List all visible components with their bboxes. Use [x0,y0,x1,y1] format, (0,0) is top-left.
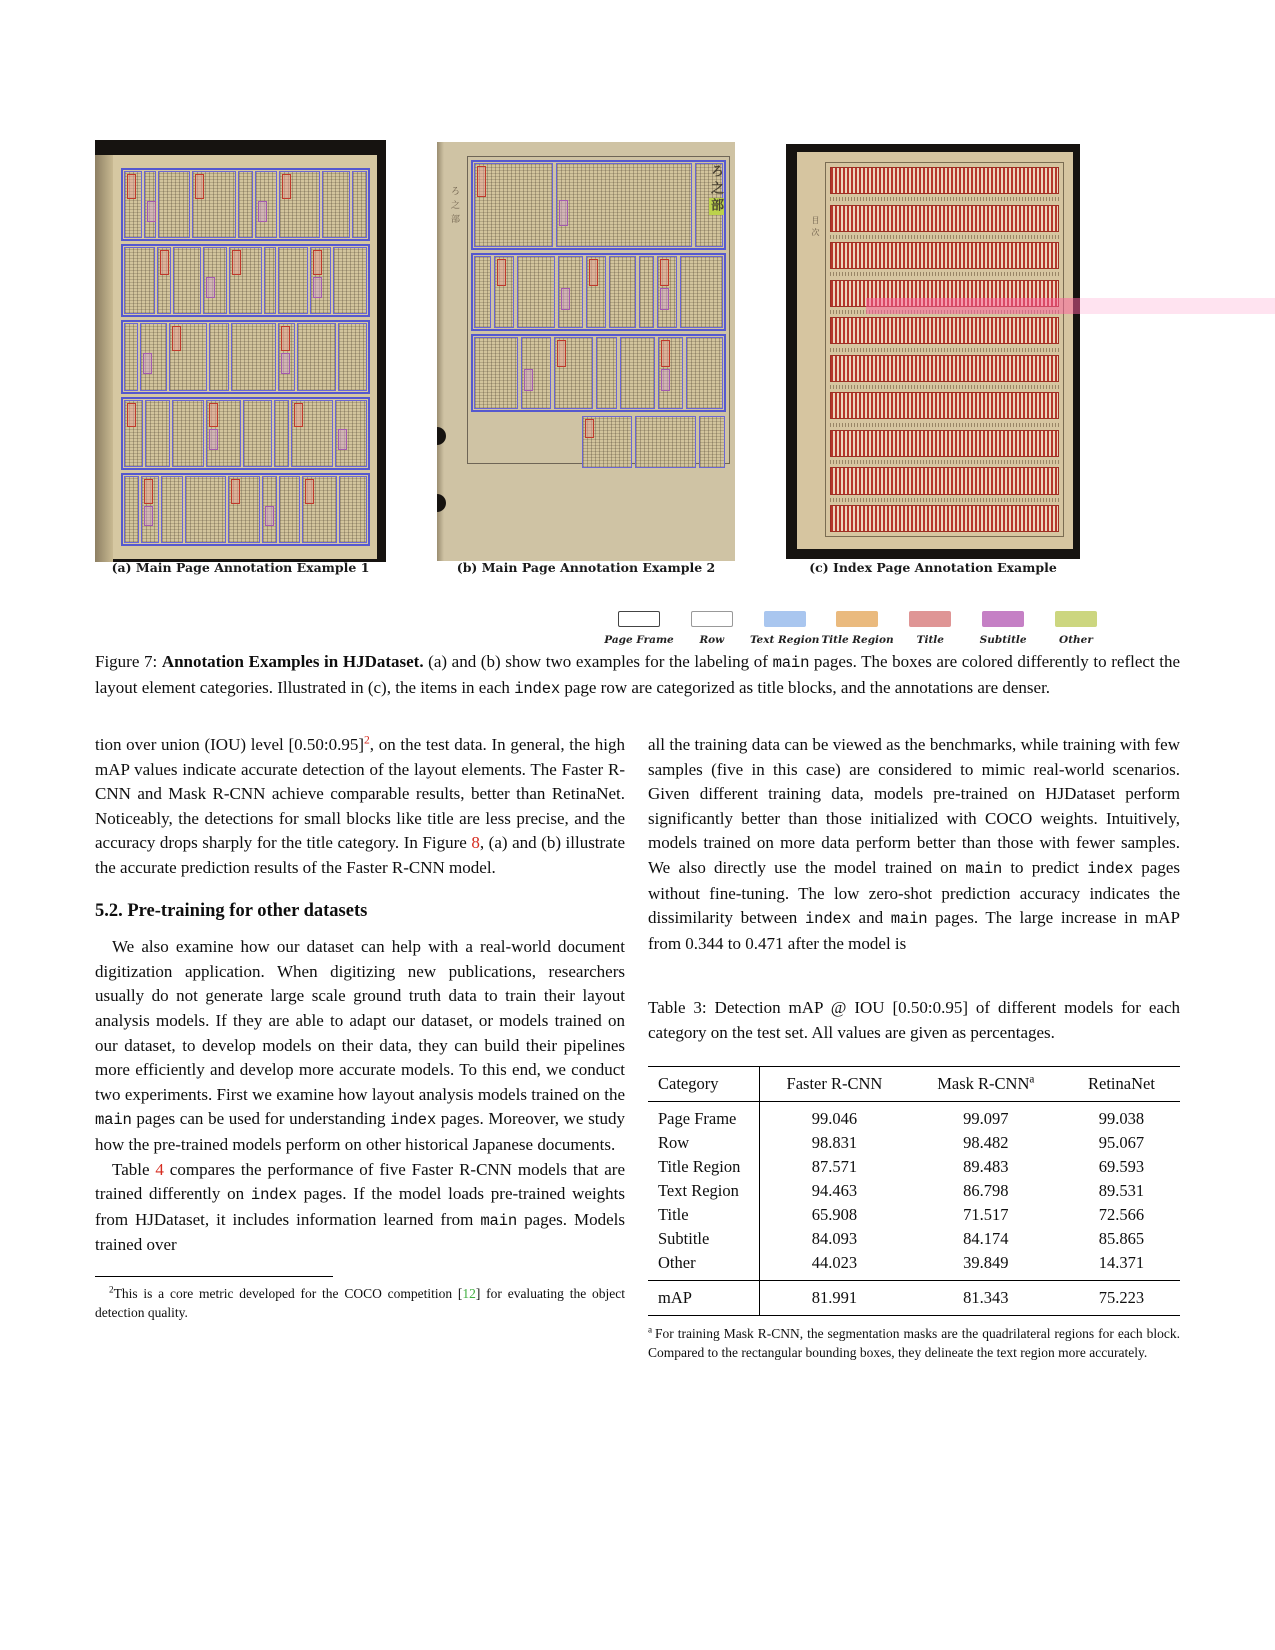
annotation-text-block [255,171,277,238]
legend-label: Row [699,634,725,646]
title-annotation-box [144,479,153,504]
section-heading-5-2: 5.2. Pre-training for other datasets [95,900,368,921]
table-map-row [648,1280,1180,1315]
text-segment: index [390,1111,437,1130]
legend-item [604,611,674,646]
footnote-text [95,1284,625,1322]
annotation-text-block [279,476,301,543]
index-gutter-text [830,495,1059,505]
row-annotation-box [121,473,370,546]
subcaption-a: (a) Main Page Annotation Example 1 [111,560,370,575]
annotation-text-block [141,476,159,543]
legend-swatch [691,611,733,627]
subcaption-b: (b) Main Page Annotation Example 2 [456,560,716,575]
index-gutter-text [830,194,1059,204]
subtitle-annotation-box [559,200,568,226]
row-annotation-box [471,160,726,250]
table-cell: Text Region [658,1180,739,1200]
text-segment: pages can be used for understanding [131,1109,391,1129]
table-cell: 72.566 [1098,1204,1145,1224]
annotation-text-block [609,256,637,328]
book-spine [95,155,113,562]
table-col-header: Faster R-CNN [760,1066,909,1101]
table-row [648,1131,1180,1155]
index-gutter-text [830,307,1059,317]
table-cell: 71.517 [963,1204,1009,1224]
title-annotation-box [231,479,240,504]
annotation-area [121,168,370,546]
legend-swatch [982,611,1024,627]
title-annotation-box [172,326,181,351]
text-segment: main [480,1211,518,1230]
text-segment: index [250,1186,297,1205]
table-col-header: Category [648,1066,760,1101]
text-segment: page row are categorized as title blocks, and the annotations are denser. [560,677,1051,697]
table-cell: 14.371 [1098,1252,1145,1272]
title-annotation-box [661,340,670,367]
table-col-header: RetinaNet [1063,1066,1180,1101]
index-title-band [830,167,1059,194]
table-col-header-label: Mask R-CNN [937,1073,1030,1093]
table-cell: Other [658,1252,696,1272]
index-gutter-text [830,382,1059,392]
text-segment: index [1087,859,1134,878]
annotation-text-block [124,400,143,467]
table-header-row [648,1066,1180,1101]
text-segment: Figure 7: [95,652,162,671]
table-cell: 94.463 [760,1179,909,1203]
text-segment: index [514,679,561,698]
table-row [648,1101,1180,1131]
body-paragraph [95,1158,625,1258]
table-cell: 87.571 [760,1155,909,1179]
annotation-text-block [635,416,695,468]
legend-label: Other [1059,634,1093,646]
annotation-text-block [582,416,633,468]
table-cell: Page Frame [658,1108,737,1128]
legend-swatch [909,611,951,627]
text-segment: pages. Models trained over [95,1209,625,1255]
annotation-text-block [338,323,367,390]
legend-label: Page Frame [604,634,674,646]
index-title-band [830,280,1059,307]
footnote-ref-link[interactable]: 2 [364,733,370,747]
text-segment: For training Mask R-CNN, the segmentation masks are the quadrilateral regions for each block. Compared to the rectangular bounding boxes, they delineate the text region more accurately. [648,1325,1180,1360]
legend-item [1041,611,1111,646]
page-frame-annotation [825,162,1064,537]
table-cell: 98.482 [963,1132,1009,1152]
table-cell: 75.223 [1063,1280,1180,1315]
annotation-text-block [264,247,276,314]
index-title-band [830,430,1059,457]
row-annotation-box [121,168,370,241]
text-segment: This is a core metric developed for the COCO competition [ [113,1285,463,1301]
annotation-text-block [680,256,723,328]
text-segment: to predict [1002,857,1088,877]
figure-ref-link[interactable]: 8 [471,833,480,853]
text-segment: main [95,1111,132,1130]
annotation-text-block [144,171,156,238]
annotation-text-block [352,171,367,238]
annotation-text-block [124,171,142,238]
text-segment: main [890,910,928,929]
figure-7a-main-page-annotation-image [95,140,386,562]
annotation-text-block [554,337,593,409]
table-cell: mAP [648,1280,760,1315]
margin-vertical-text: 目次 [811,216,820,240]
annotation-text-block [657,256,677,328]
subtitle-annotation-box [144,506,153,527]
table-cell: 81.991 [760,1280,909,1315]
annotation-text-block [172,400,204,467]
annotation-text-block [124,476,139,543]
table-cell: 99.097 [963,1108,1009,1128]
text-segment: a [648,1324,655,1335]
title-annotation-box [294,403,303,428]
index-title-band [830,355,1059,382]
index-title-band [830,467,1059,494]
legend-swatch [836,611,878,627]
table-cell: 89.483 [963,1156,1009,1176]
table-cell: 65.908 [760,1203,909,1227]
table-row [648,1251,1180,1281]
table-row [648,1227,1180,1251]
corner-vertical-text [707,164,726,215]
subtitle-annotation-box [660,288,669,310]
body-paragraph [95,733,625,881]
text-segment: (a) and (b) show two examples for the labeling of [423,652,773,671]
subtitle-annotation-box [281,353,290,374]
empty-space [472,416,579,468]
annotation-text-block [278,247,309,314]
scan-edge [377,140,386,562]
annotation-text-block [145,400,170,467]
annotation-text-block [278,323,295,390]
annotation-text-block [335,400,367,467]
title-annotation-box [585,419,594,438]
row-annotation-box [471,253,726,331]
title-annotation-box [660,259,669,286]
annotation-text-block [302,476,337,543]
title-annotation-box [232,250,241,275]
table-cell: 89.531 [1098,1180,1145,1200]
legend-label: Text Region [749,634,820,646]
index-gutter-text [830,344,1059,354]
legend-swatch [618,611,660,627]
citation-link[interactable]: 12 [462,1285,476,1301]
legend-swatch [764,611,806,627]
annotation-text-block [474,163,553,247]
table-cell: Row [658,1132,690,1152]
text-segment: compares the performance of five Faster R-CNN models that are trained differently on [95,1159,625,1204]
legend-item [968,611,1038,646]
table-3-caption [648,996,1180,1045]
legend-item [677,611,747,646]
text-segment: 2 [109,1284,114,1295]
table-3 [648,1066,1180,1316]
legend-label: Title Region [821,634,894,646]
row-annotation-box [471,334,726,412]
annotation-text-block [556,163,692,247]
subtitle-annotation-box [661,369,670,391]
table-cell: 98.831 [760,1131,909,1155]
annotation-text-block [586,256,606,328]
annotation-text-block [229,247,263,314]
annotation-text-block [238,171,253,238]
annotation-text-block [262,476,277,543]
row-annotation-box [471,415,726,469]
subtitle-annotation-box [147,201,156,222]
annotation-text-block [494,256,514,328]
annotation-text-block [658,337,683,409]
table-row [648,1155,1180,1179]
legend-label: Title [916,634,944,646]
title-annotation-box [305,479,314,504]
figure-legend [604,611,1111,646]
annotation-text-block [297,323,336,390]
figure-7b-main-page-annotation-image [437,142,735,561]
annotation-text-block [203,247,227,314]
text-segment: Annotation Examples in HJDataset. [161,652,424,671]
text-segment: Table [112,1159,156,1179]
table-cell: 99.038 [1098,1108,1145,1128]
annotation-text-block [558,256,583,328]
title-annotation-box [195,174,204,199]
title-annotation-box [127,174,136,199]
annotation-text-block [686,337,723,409]
annotation-text-block [124,323,138,390]
title-annotation-box [281,326,290,351]
annotation-text-block [161,476,183,543]
subtitle-annotation-box [206,277,215,298]
index-title-band [830,392,1059,419]
legend-item [895,611,965,646]
annotation-text-block [169,323,208,390]
annotation-text-block [140,323,166,390]
legend-swatch [1055,611,1097,627]
annotation-text-block [173,247,200,314]
annotation-text-block [474,337,518,409]
subtitle-annotation-box [258,201,267,222]
page-frame-annotation [467,156,730,464]
text-segment: tion over union (IOU) level [0.50:0.95] [95,735,364,754]
annotation-text-block [639,256,654,328]
table-cell: 85.865 [1098,1228,1145,1248]
table-cell: 81.343 [909,1280,1063,1315]
table-cell: 44.023 [760,1251,909,1281]
annotation-text-block [596,337,617,409]
annotation-text-block [474,256,491,328]
index-title-band [830,205,1059,232]
text-segment: , on the test data. In general, the high mAP values indicate accurate detection of the layout elements. The Faster R-CNN and Mask R-CNN achieve comparable results, better than RetinaNet. Noticeably, the detections for small blocks like title are less precise, and the accuracy drops sharply for the title category. In Figure [95,735,625,853]
title-annotation-box [209,403,218,428]
legend-item [750,611,820,646]
annotation-text-block [157,247,172,314]
subtitle-annotation-box [265,506,274,527]
index-title-band [830,505,1059,532]
annotation-text-block [620,337,655,409]
table-cell: 84.174 [963,1228,1009,1248]
index-gutter-text [830,269,1059,279]
table-cell: 99.046 [760,1101,909,1131]
left-column [95,733,625,1322]
index-gutter-text [830,457,1059,467]
text-segment: We also examine how our dataset can help with a real-world document digitization application. When digitizing new publications, researchers usually do not generate large scale ground truth data to train their layout analysis models. If they are able to adapt our dataset, or models trained on our dataset, to develop models on their data, they can build their pipelines more efficiently and develop more accurate models. To this end, we conduct two experiments. First we examine how layout analysis models trained on the [95,937,625,1104]
table-header-footnote-marker: a [1029,1073,1035,1086]
table-cell: Title [658,1204,689,1224]
annotation-text-block [192,171,236,238]
annotation-text-block [209,323,229,390]
right-column [648,733,1180,1362]
subtitle-annotation-box [338,429,347,450]
text-segment: pages. If the model loads pre-trained weights from HJDataset, it includes information learned from [95,1184,626,1229]
annotation-text-block [274,400,289,467]
annotation-text-block [521,337,551,409]
figure-7c-index-page-annotation-image [786,144,1080,559]
table-cell: Subtitle [658,1228,710,1248]
annotation-text-block [517,256,555,328]
title-annotation-box [557,340,566,367]
legend-label: Subtitle [979,634,1027,646]
subtitle-annotation-box [561,288,570,310]
table-cell: 86.798 [963,1180,1009,1200]
annotation-text-block [291,400,333,467]
index-title-band [830,317,1059,344]
corner-char: 部 [709,198,724,215]
annotation-text-block [333,247,367,314]
text-segment: Table 3: Detection mAP @ IOU [0.50:0.95] of different models for each category on the test set. All values are given as percentages. [648,998,1180,1042]
title-annotation-box [477,166,486,197]
annotation-text-block [158,171,189,238]
subtitle-annotation-box [524,369,533,391]
text-segment: pages without fine-tuning. The low zero-shot prediction accuracy indicates the dissimilarity between [648,857,1181,928]
table-col-header [909,1066,1063,1101]
title-annotation-box [282,174,291,199]
row-annotation-box [121,244,370,317]
annotation-text-block [699,416,725,468]
scanned-page [797,152,1073,549]
annotation-text-block [206,400,241,467]
title-annotation-box [589,259,598,286]
annotation-text-block [310,247,331,314]
index-gutter-text [830,419,1059,429]
body-paragraph [95,935,625,1157]
legend-item [822,611,892,646]
text-segment: , (a) and (b) illustrate the accurate prediction results of the Faster R-CNN model. [95,833,626,877]
annotation-text-block [124,247,155,314]
text-segment: ] for evaluating the object detection quality. [95,1285,625,1320]
annotation-text-block [339,476,367,543]
scan-spot [437,494,446,512]
table-footnote [648,1324,1180,1362]
table-cell: 84.093 [760,1227,909,1251]
text-segment: main [772,654,810,672]
text-segment: and [850,908,891,928]
footnote-rule [95,1276,333,1277]
annotation-text-block [185,476,226,543]
corner-char: ろ [709,164,724,181]
title-annotation-box [497,259,506,286]
subtitle-annotation-box [143,353,152,374]
body-paragraph [648,733,1180,956]
text-segment: index [804,910,851,929]
table-row [648,1179,1180,1203]
margin-vertical-text: ろ之部 [450,186,460,228]
annotation-text-block [322,171,350,238]
subtitle-annotation-box [313,277,322,298]
table-ref-link[interactable]: 4 [155,1159,164,1179]
corner-char: 之 [709,181,724,198]
scan-notch [786,331,795,355]
row-annotation-box [121,397,370,470]
text-segment: main [965,859,1003,878]
text-segment: pages. The boxes are colored differently to reflect the layout element categories. Illustrated in (c), the items in each [95,652,1181,697]
scan-spot [437,427,446,445]
table-cell: Title Region [658,1156,741,1176]
subcaption-c: (c) Index Page Annotation Example [809,560,1057,575]
index-gutter-text [830,232,1059,242]
annotation-text-block [279,171,320,238]
annotation-text-block [243,400,272,467]
subtitle-annotation-box [209,429,218,450]
table-cell: 69.593 [1098,1156,1145,1176]
text-segment: pages. Moreover, we study how the pre-trained models perform on other historical Japanese documents. [95,1109,626,1154]
annotation-text-block [228,476,259,543]
title-annotation-box [127,403,136,428]
annotation-text-block [231,323,276,390]
text-segment: pages. The large increase in mAP from 0.344 to 0.471 after the model is [648,908,1181,953]
row-annotation-box [121,320,370,393]
title-annotation-box [313,250,322,275]
scan-edge [95,140,386,155]
table-cell: 39.849 [963,1252,1009,1272]
title-annotation-box [160,250,169,275]
table-row [648,1203,1180,1227]
table-cell: 95.067 [1098,1132,1145,1152]
figure-caption [95,650,1180,701]
index-title-band [830,242,1059,269]
text-segment: all the training data can be viewed as the benchmarks, while training with few samples (five in this case) are considered to mimic real-world scenarios. Given different training data, models pre-trained on HJDataset perform significantly better than those initialized with COCO weights. Intuitively, models trained on more data perform better than those with fewer samples. We also directly use the model trained on [648,735,1180,877]
